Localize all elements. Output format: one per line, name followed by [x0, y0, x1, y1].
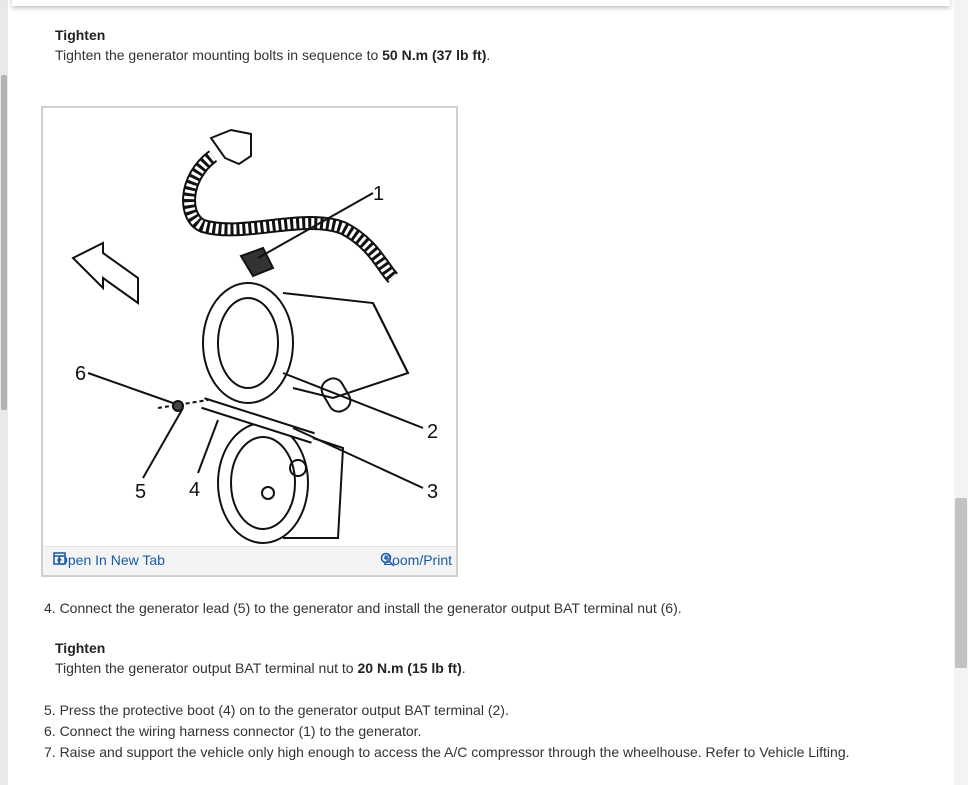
callout-5: 5 — [135, 481, 147, 503]
right-scrollbar[interactable] — [954, 0, 968, 785]
step-6: 6. Connect the wiring harness connector (1) to the generator. — [44, 723, 422, 739]
left-scrollbar-thumb[interactable] — [1, 75, 7, 410]
mount-bracket — [211, 130, 251, 164]
callout-6: 6 — [75, 363, 87, 385]
callout-3: 3 — [427, 481, 439, 503]
tighten-note-2-text-before: Tighten the generator output BAT terminal nut to — [55, 660, 358, 676]
callout-1: 1 — [373, 183, 385, 205]
wiring-harness — [189, 156, 393, 278]
step-5: 5. Press the protective boot (4) on to the generator output BAT terminal (2). — [44, 702, 509, 718]
left-scrollbar[interactable] — [0, 0, 8, 785]
tighten-note-2-title: Tighten — [55, 640, 106, 656]
figure-toolbar — [43, 546, 456, 575]
tighten-note-1-text-before: Tighten the generator mounting bolts in sequence to — [55, 47, 383, 63]
generator-figure — [41, 106, 458, 577]
open-in-new-tab-link[interactable] — [53, 552, 165, 568]
step-4: 4. Connect the generator lead (5) to the generator and install the generator output BAT terminal nut (6). — [44, 600, 682, 616]
generator-body — [203, 283, 293, 403]
previous-content-card — [12, 0, 950, 6]
generator-illustration — [43, 108, 456, 548]
zoom-print-label: Zoom/Print — [383, 552, 452, 568]
step-7: 7. Raise and support the vehicle only high enough to access the A/C compressor through the wheelhouse. Refer to Vehicle Lifting. — [44, 744, 850, 760]
tighten-note-1-text-after: . — [486, 47, 491, 63]
direction-arrow — [73, 243, 138, 303]
right-scrollbar-thumb[interactable] — [955, 498, 967, 668]
steps-list — [44, 700, 850, 763]
callout-4: 4 — [189, 479, 201, 501]
tighten-note-2-value: 20 N.m (15 lb ft) — [357, 660, 462, 676]
callout-2: 2 — [427, 421, 439, 443]
tighten-note-2 — [55, 638, 466, 678]
tighten-note-1 — [55, 25, 490, 65]
open-in-new-tab-label: Open In New Tab — [57, 552, 165, 568]
tighten-note-2-text-after: . — [461, 660, 466, 676]
tighten-note-2-text — [55, 658, 466, 678]
tighten-note-1-value: 50 N.m (37 lb ft) — [382, 47, 487, 63]
zoom-print-link[interactable] — [380, 552, 452, 568]
tighten-note-1-title: Tighten — [55, 27, 106, 43]
tighten-note-1-text — [55, 45, 490, 65]
